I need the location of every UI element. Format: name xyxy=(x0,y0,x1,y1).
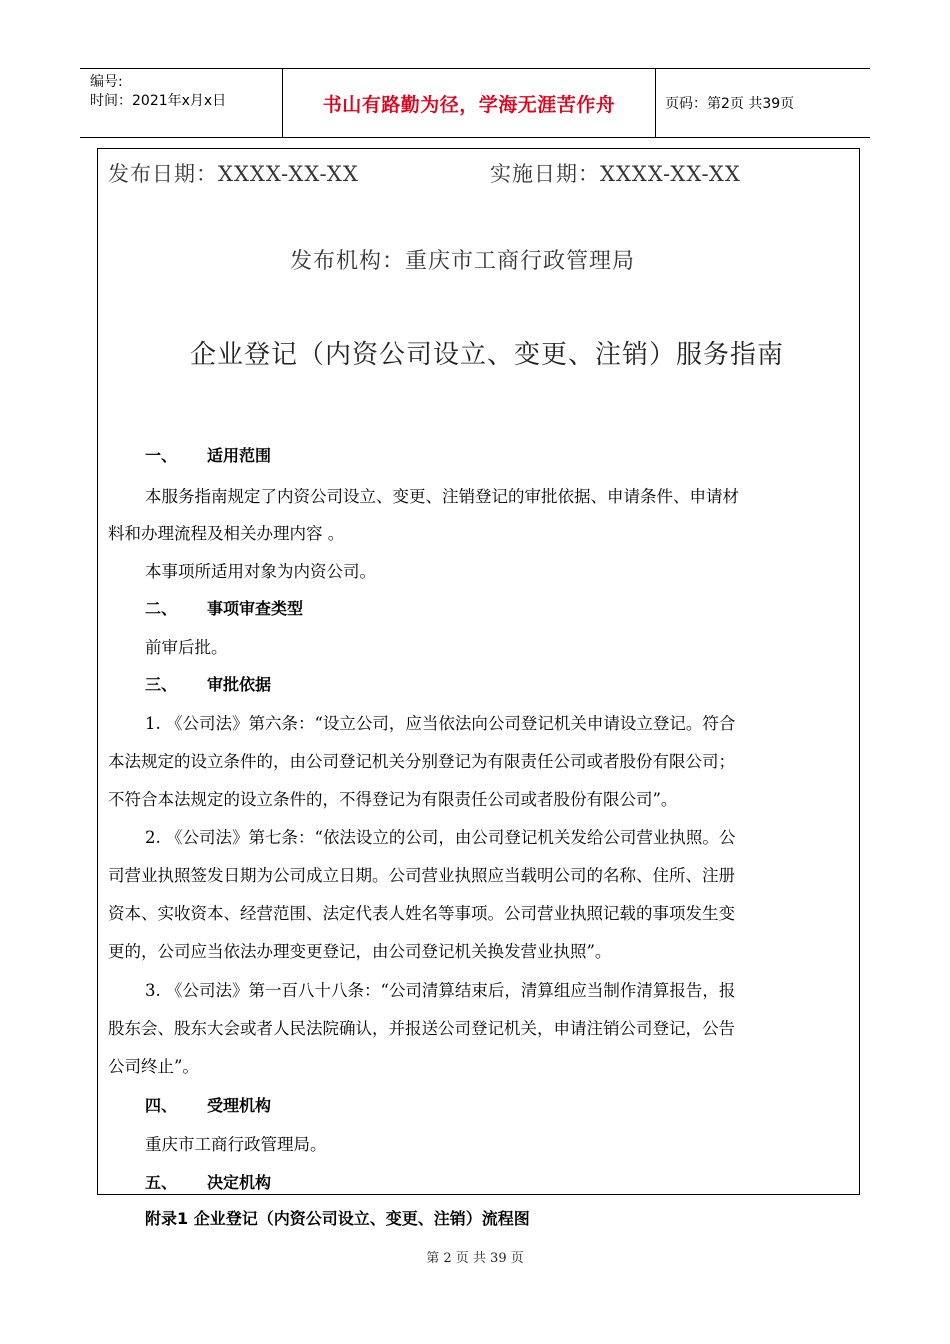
paragraph-line: 3. 《公司法》第一百八十八条：“公司清算结束后，清算组应当制作清算报告，报 xyxy=(145,981,736,1000)
section-number: 五、 xyxy=(145,1173,178,1192)
time-label: 时间：2021年x月x日 xyxy=(90,93,227,109)
section-number: 四、 xyxy=(145,1096,178,1115)
code-label: 编号: xyxy=(90,74,123,90)
section-number: 二、 xyxy=(145,599,178,618)
paragraph-line: 资本、实收资本、经营范围、法定代表人姓名等事项。公司营业执照记载的事项发生变 xyxy=(108,904,735,923)
section-title: 事项审查类型 xyxy=(207,599,304,618)
paragraph-line: 本法规定的设立条件的，由公司登记机关分别登记为有限责任公司或者股份有限公司； xyxy=(108,752,735,771)
document-title: 企业登记（内资公司设立、变更、注销）服务指南 xyxy=(190,340,785,370)
header-motto-cell xyxy=(282,69,656,137)
paragraph-line: 本事项所适用对象为内资公司。 xyxy=(145,562,376,581)
effective-date: 实施日期：XXXX-XX-XX xyxy=(490,162,741,186)
paragraph-line: 公司终止”。 xyxy=(108,1057,199,1076)
page-footer: 第 2 页 共 39 页 xyxy=(426,1251,524,1266)
section-number: 一、 xyxy=(145,446,178,465)
motto: 书山有路勤为径，学海无涯苦作舟 xyxy=(322,93,616,116)
section-title: 适用范围 xyxy=(207,446,272,465)
section-3-heading xyxy=(145,672,445,694)
section-4-heading xyxy=(145,1093,445,1115)
section-title: 审批依据 xyxy=(207,675,272,694)
paragraph-line: 更的，公司应当依法办理变更登记，由公司登记机关换发营业执照”。 xyxy=(108,942,612,961)
section-1-heading xyxy=(145,443,445,465)
paragraph-line: 重庆市工商行政管理局。 xyxy=(145,1135,327,1154)
page-header xyxy=(80,68,870,138)
paragraph-line: 料和办理流程及相关办理内容 。 xyxy=(108,524,345,543)
paragraph-line: 不符合本法规定的设立条件的，不得登记为有限责任公司或者股份有限公司”。 xyxy=(108,790,678,809)
paragraph-line: 本服务指南规定了内资公司设立、变更、注销登记的审批依据、申请条件、申请材 xyxy=(145,487,739,506)
page-number-label: 页码：第2页 共39页 xyxy=(665,96,795,112)
paragraph-line: 股东会、股东大会或者人民法院确认，并报送公司登记机关，申请注销公司登记，公告 xyxy=(108,1019,735,1038)
header-meta xyxy=(80,69,282,137)
paragraph-line: 1. 《公司法》第六条：“设立公司，应当依法向公司登记机关申请设立登记。符合 xyxy=(145,714,736,733)
publishing-organization: 发布机构：重庆市工商行政管理局 xyxy=(290,249,636,274)
paragraph-line: 前审后批。 xyxy=(145,638,228,657)
section-title: 决定机构 xyxy=(207,1173,272,1192)
appendix-caption: 附录1 企业登记（内资公司设立、变更、注销）流程图 xyxy=(145,1209,530,1228)
publish-date: 发布日期：XXXX-XX-XX xyxy=(108,162,359,186)
section-title: 受理机构 xyxy=(207,1096,272,1115)
section-2-heading xyxy=(145,596,445,618)
section-number: 三、 xyxy=(145,675,178,694)
paragraph-line: 司营业执照签发日期为公司成立日期。公司营业执照应当载明公司的名称、住所、注册 xyxy=(108,866,735,885)
paragraph-line: 2. 《公司法》第七条：“依法设立的公司，由公司登记机关发给公司营业执照。公 xyxy=(145,828,736,847)
section-5-heading xyxy=(145,1170,445,1192)
